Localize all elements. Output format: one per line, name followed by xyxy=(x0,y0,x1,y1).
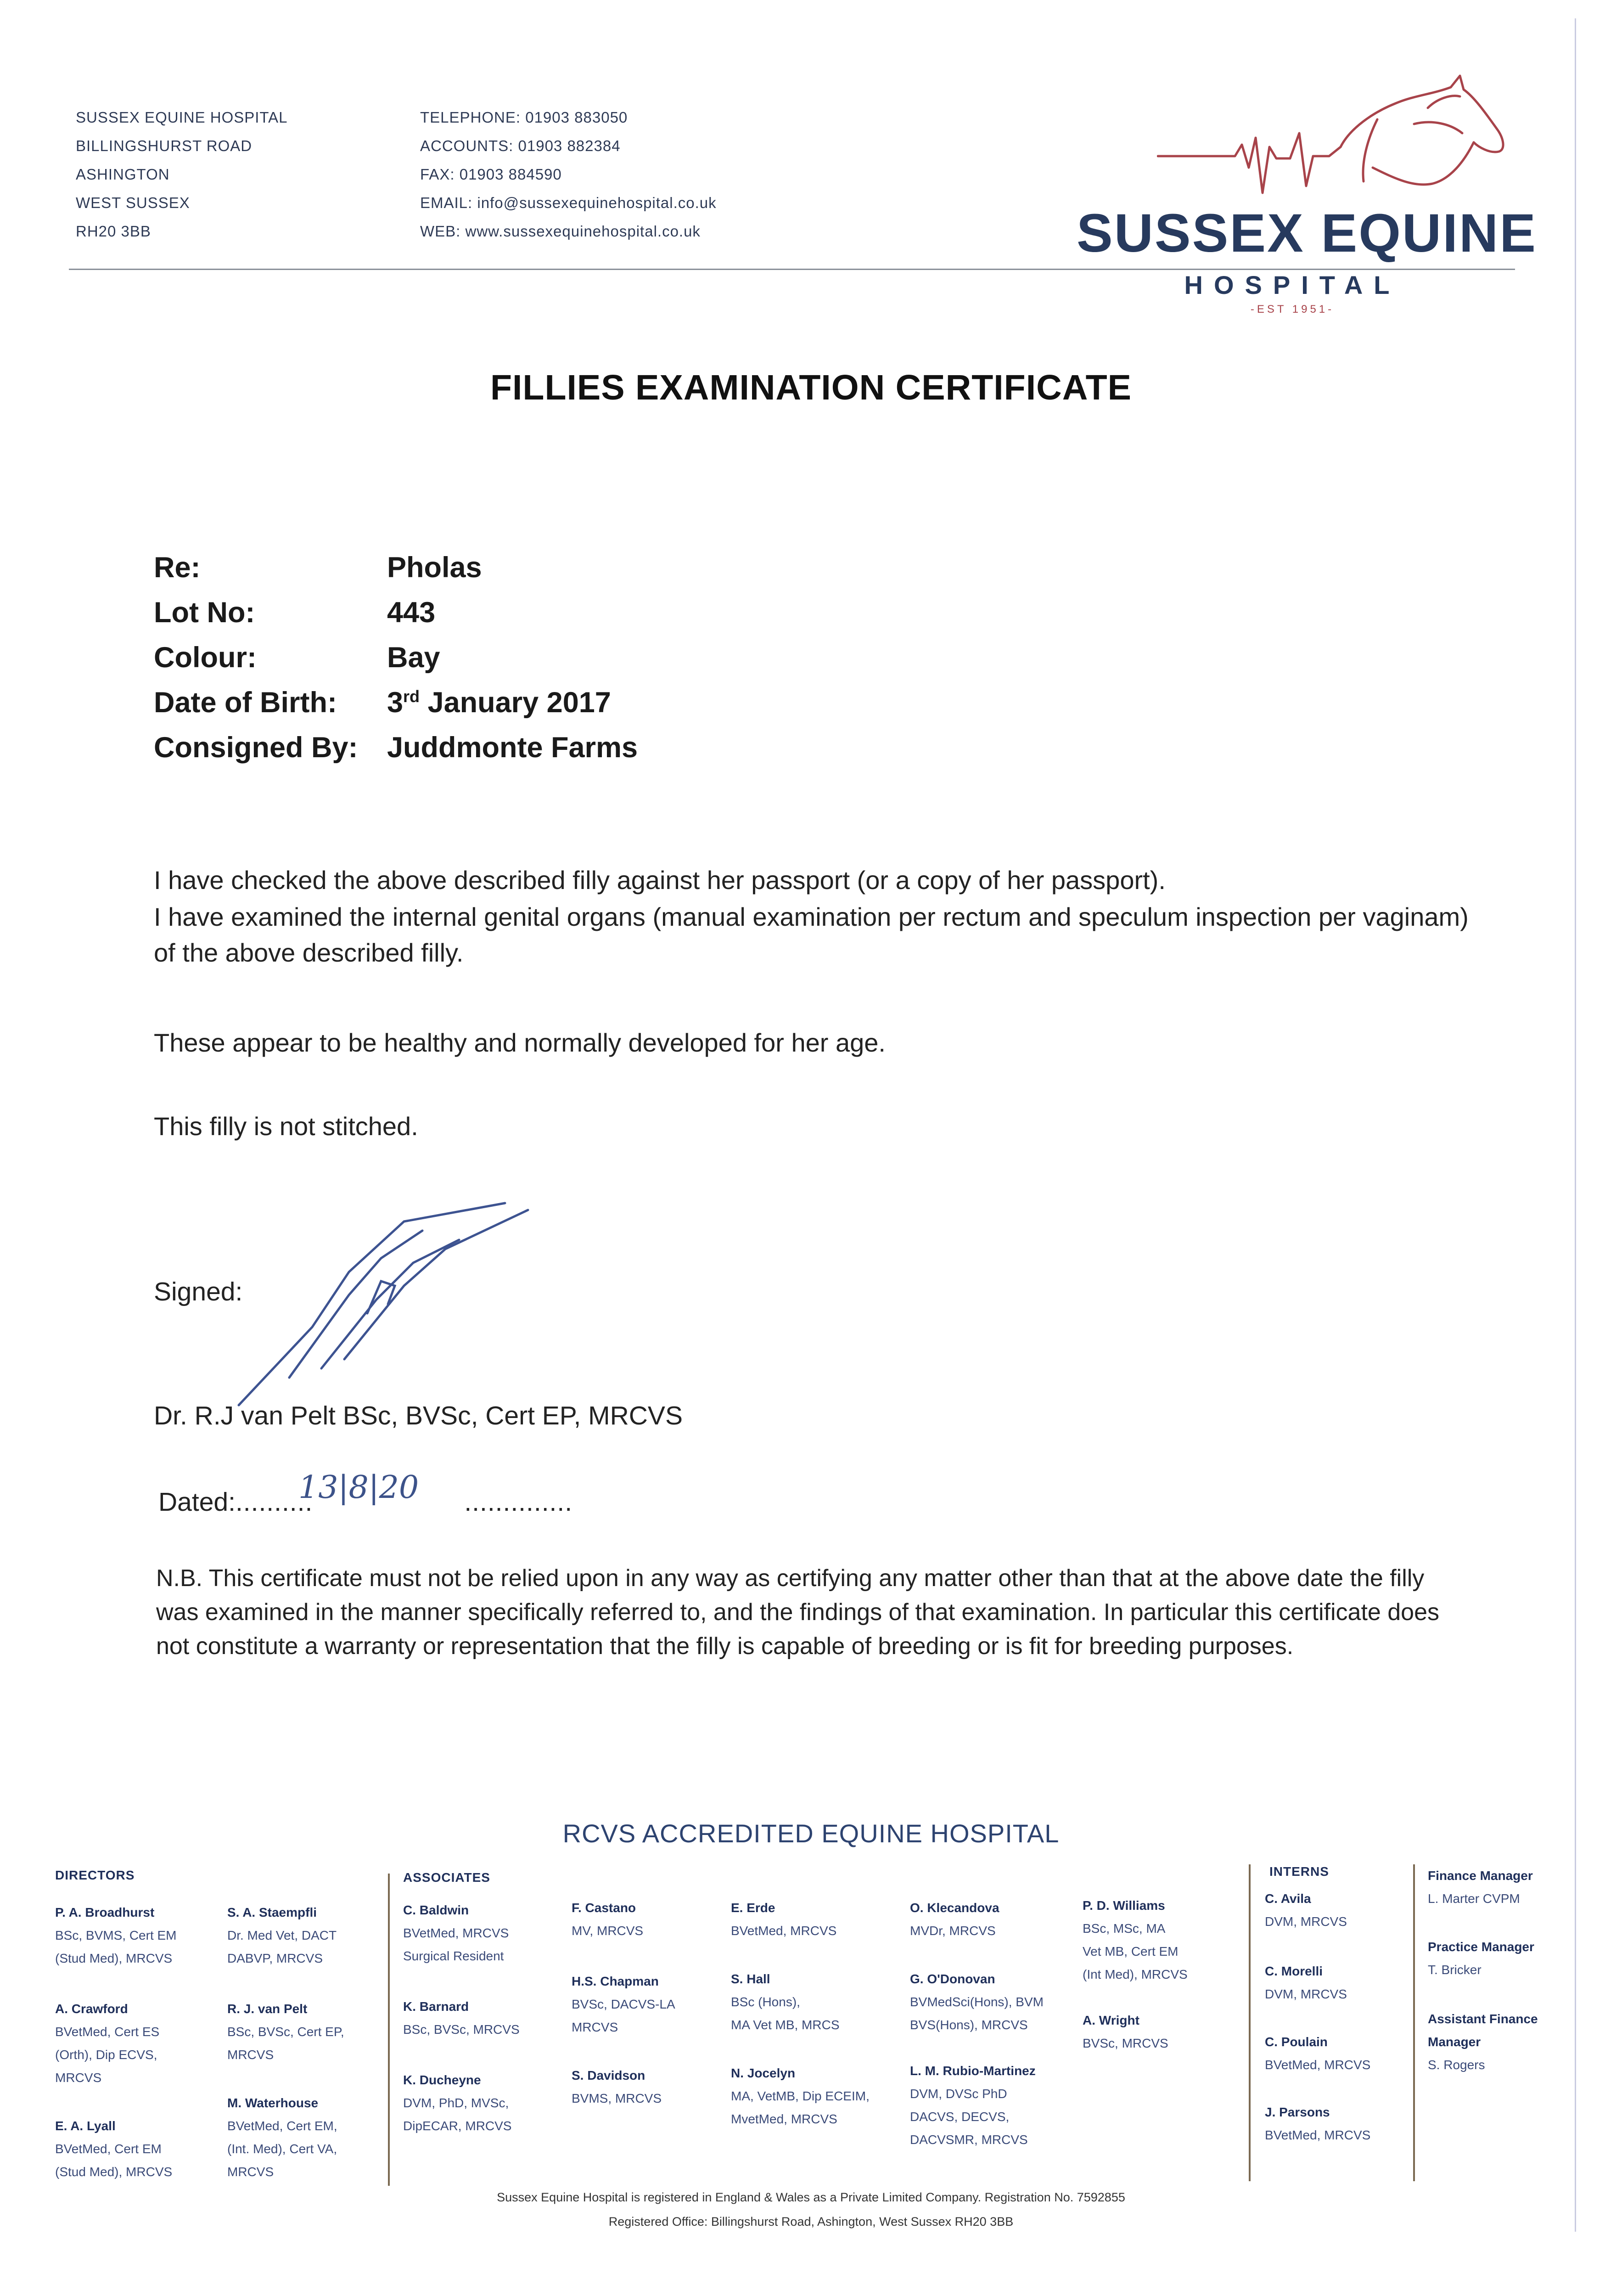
contact-web: WEB: www.sussexequinehospital.co.uk xyxy=(420,223,701,240)
interns-heading: INTERNS xyxy=(1269,1864,1329,1879)
staff-quals: MvetMed, MRCVS xyxy=(731,2112,837,2126)
staff-quals: DVM, MRCVS xyxy=(1265,1987,1347,2001)
signatory-name: Dr. R.J van Pelt BSc, BVSc, Cert EP, MRCVS xyxy=(154,1401,683,1430)
staff-name: C. Morelli xyxy=(1265,1964,1323,1978)
staff-name: N. Jocelyn xyxy=(731,2066,796,2080)
associate-entry xyxy=(731,1896,836,1942)
manager-title: Finance Manager xyxy=(1428,1868,1533,1883)
director-entry xyxy=(227,1998,344,2066)
address-line: ASHINGTON xyxy=(76,166,170,183)
manager-name: L. Marter CVPM xyxy=(1428,1891,1520,1906)
staff-name: K. Ducheyne xyxy=(403,2073,481,2087)
staff-quals: DipECAR, MRCVS xyxy=(403,2119,512,2133)
associates-heading: ASSOCIATES xyxy=(403,1870,490,1885)
associate-entry xyxy=(403,1995,520,2041)
dated-dots-before: .......... xyxy=(235,1487,313,1517)
registered-office: Registered Office: Billingshurst Road, Ashington, West Sussex RH20 3BB xyxy=(608,2215,1014,2228)
staff-quals: BVetMed, Cert EM xyxy=(55,2142,162,2156)
staff-quals: BVMedSci(Hons), BVM xyxy=(910,1995,1044,2009)
staff-quals: Surgical Resident xyxy=(403,1949,504,1963)
staff-quals: MRCVS xyxy=(227,2165,274,2179)
dated-label: Dated: xyxy=(158,1487,236,1517)
staff-quals: BSc (Hons), xyxy=(731,1995,800,2009)
staff-quals: MRCVS xyxy=(227,2048,274,2062)
staff-quals: MA, VetMB, Dip ECEIM, xyxy=(731,2089,870,2103)
logo-established: -EST 1951- xyxy=(1250,303,1335,315)
staff-quals: MA Vet MB, MRCS xyxy=(731,2018,840,2032)
staff-name: J. Parsons xyxy=(1265,2105,1330,2119)
associate-entry xyxy=(731,2062,870,2131)
field-label-lot: Lot No: xyxy=(154,597,255,629)
manager-entry xyxy=(1428,1864,1533,1910)
logo-subtitle: HOSPITAL xyxy=(1184,270,1401,299)
manager-title: Assistant Finance Manager xyxy=(1428,2012,1538,2049)
staff-quals: Vet MB, Cert EM xyxy=(1083,1944,1179,1958)
field-value-dob xyxy=(387,686,611,719)
staff-quals: MRCVS xyxy=(572,2020,618,2034)
staff-quals: (Orth), Dip ECVS, xyxy=(55,2048,157,2062)
staff-name: C. Avila xyxy=(1265,1891,1311,1906)
dob-suffix: rd xyxy=(403,687,420,706)
director-entry xyxy=(55,1998,159,2089)
staff-quals: DVM, MRCVS xyxy=(1265,1914,1347,1929)
staff-quals: (Stud Med), MRCVS xyxy=(55,1951,173,1965)
dob-day: 3 xyxy=(387,687,404,719)
staff-quals: BSc, BVSc, Cert EP, xyxy=(227,2025,344,2039)
handwritten-signature-icon xyxy=(230,1194,560,1414)
findings-text: These appear to be healthy and normally developed for her age. xyxy=(154,1028,886,1057)
certificate-title: FILLIES EXAMINATION CERTIFICATE xyxy=(490,368,1132,407)
staff-quals: BVSc, MRCVS xyxy=(1083,2036,1168,2050)
staff-quals: (Int Med), MRCVS xyxy=(1083,1967,1188,1981)
staff-quals: DACVS, DECVS, xyxy=(910,2110,1010,2124)
staff-name: G. O'Donovan xyxy=(910,1972,995,1986)
manager-title: Practice Manager xyxy=(1428,1940,1534,1954)
logo-wordmark: SUSSEX EQUINE xyxy=(1077,203,1537,264)
staff-quals: BVetMed, MRCVS xyxy=(1265,2058,1371,2072)
handwritten-date: 13|8|20 xyxy=(298,1469,419,1506)
staff-quals: (Stud Med), MRCVS xyxy=(55,2165,173,2179)
contact-accounts: ACCOUNTS: 01903 882384 xyxy=(420,137,621,154)
staff-quals: BSc, BVSc, MRCVS xyxy=(403,2022,520,2037)
field-label-consigned: Consigned By: xyxy=(154,732,358,764)
associate-entry xyxy=(731,1968,840,2037)
associate-entry xyxy=(910,1896,999,1942)
directors-heading: DIRECTORS xyxy=(55,1868,135,1882)
intern-entry xyxy=(1265,2101,1370,2147)
staff-name: P. D. Williams xyxy=(1083,1898,1165,1913)
field-label-colour: Colour: xyxy=(154,642,257,674)
staff-quals: BVMS, MRCVS xyxy=(572,2091,662,2105)
staff-quals: BVetMed, MRCVS xyxy=(403,1926,509,1940)
signed-label: Signed: xyxy=(154,1277,243,1306)
associate-entry xyxy=(1083,2009,1168,2055)
staff-quals: MV, MRCVS xyxy=(572,1924,644,1938)
field-value-lot: 443 xyxy=(387,597,436,629)
staff-name: E. A. Lyall xyxy=(55,2119,116,2133)
staff-quals: BVetMed, Cert EM, xyxy=(227,2119,337,2133)
staff-name: F. Castano xyxy=(572,1901,636,1915)
dated-dots-after: .............. xyxy=(464,1487,573,1517)
staff-quals: BSc, MSc, MA xyxy=(1083,1921,1166,1936)
manager-name: T. Bricker xyxy=(1428,1963,1482,1977)
field-value-colour: Bay xyxy=(387,642,440,674)
field-label-re: Re: xyxy=(154,551,201,584)
staff-quals: MRCVS xyxy=(55,2071,102,2085)
field-label-dob: Date of Birth: xyxy=(154,687,337,719)
staff-quals: BVetMed, MRCVS xyxy=(731,1924,837,1938)
director-entry xyxy=(227,2092,337,2183)
staff-name: C. Poulain xyxy=(1265,2035,1328,2049)
staff-quals: DACVSMR, MRCVS xyxy=(910,2133,1028,2147)
dob-rest: January 2017 xyxy=(420,687,611,719)
staff-quals: BVSc, DACVS-LA xyxy=(572,1997,675,2011)
disclaimer-text: N.B. This certificate must not be relied upon in any way as certifying any matter other than that at the above date the filly was examined in the manner specifically referred to, and the findings of that examination. In particular this certificate does not constitute a warranty or representation that the filly is capable of breeding or is fit for breeding purposes. xyxy=(156,1565,1440,1660)
column-divider xyxy=(1249,1864,1251,2181)
column-divider xyxy=(1413,1864,1415,2181)
passport-check-text: I have checked the above described filly against her passport (or a copy of her passport). xyxy=(154,866,1166,895)
hospital-address xyxy=(76,103,288,246)
staff-name: R. J. van Pelt xyxy=(227,2002,308,2016)
staff-name: S. A. Staempfli xyxy=(227,1905,317,1919)
director-entry xyxy=(227,1901,337,1970)
intern-entry xyxy=(1265,1887,1347,1933)
staff-quals: (Int. Med), Cert VA, xyxy=(227,2142,337,2156)
associate-entry xyxy=(910,2060,1036,2151)
manager-entry xyxy=(1428,1936,1534,1981)
manager-entry xyxy=(1428,2008,1566,2077)
staff-name: L. M. Rubio-Martinez xyxy=(910,2064,1036,2078)
column-divider xyxy=(388,1874,390,2186)
staff-name: A. Wright xyxy=(1083,2013,1139,2027)
staff-quals: DABVP, MRCVS xyxy=(227,1951,323,1965)
associate-entry xyxy=(403,2069,511,2138)
page-edge-line xyxy=(1575,18,1576,2232)
associate-entry xyxy=(910,1968,1044,2037)
manager-name: S. Rogers xyxy=(1428,2058,1485,2072)
staff-quals: MVDr, MRCVS xyxy=(910,1924,996,1938)
address-line: RH20 3BB xyxy=(76,223,151,240)
address-line: SUSSEX EQUINE HOSPITAL xyxy=(76,109,288,126)
staff-name: P. A. Broadhurst xyxy=(55,1905,155,1919)
field-value-re: Pholas xyxy=(387,551,482,584)
address-line: WEST SUSSEX xyxy=(76,194,190,211)
associate-entry xyxy=(572,1970,675,2039)
staff-quals: BVetMed, Cert ES xyxy=(55,2025,160,2039)
director-entry xyxy=(55,1901,177,1970)
director-entry xyxy=(55,2115,172,2183)
field-value-consigned: Juddmonte Farms xyxy=(387,732,638,764)
associate-entry xyxy=(572,1896,643,1942)
staff-quals: Dr. Med Vet, DACT xyxy=(227,1928,337,1942)
hospital-contact xyxy=(420,103,717,246)
accreditation-heading: RCVS ACCREDITED EQUINE HOSPITAL xyxy=(562,1819,1060,1848)
staff-quals: BVS(Hons), MRCVS xyxy=(910,2018,1028,2032)
staff-name: O. Klecandova xyxy=(910,1901,999,1915)
contact-telephone: TELEPHONE: 01903 883050 xyxy=(420,109,628,126)
staff-quals: BVetMed, MRCVS xyxy=(1265,2128,1371,2142)
staff-name: H.S. Chapman xyxy=(572,1974,659,1988)
contact-email: EMAIL: info@sussexequinehospital.co.uk xyxy=(420,194,717,211)
staff-name: C. Baldwin xyxy=(403,1903,469,1917)
intern-entry xyxy=(1265,1960,1347,2006)
associate-entry xyxy=(1083,1894,1188,1986)
staff-name: K. Barnard xyxy=(403,1999,469,2014)
contact-fax: FAX: 01903 884590 xyxy=(420,166,562,183)
staff-name: E. Erde xyxy=(731,1901,775,1915)
registration-line: Sussex Equine Hospital is registered in England & Wales as a Private Limited Company. Registration No. 7592855 xyxy=(497,2190,1125,2204)
staff-quals: DVM, PhD, MVSc, xyxy=(403,2096,509,2110)
intern-entry xyxy=(1265,2031,1370,2077)
address-line: BILLINGSHURST ROAD xyxy=(76,137,253,154)
staff-name: S. Hall xyxy=(731,1972,770,1986)
staff-name: S. Davidson xyxy=(572,2068,645,2082)
associate-entry xyxy=(572,2064,662,2110)
stitched-text: This filly is not stitched. xyxy=(154,1112,418,1141)
staff-quals: BSc, BVMS, Cert EM xyxy=(55,1928,177,1942)
associate-entry xyxy=(403,1899,509,1968)
staff-name: A. Crawford xyxy=(55,2002,128,2016)
internal-exam-text: I have examined the internal genital organs (manual examination per rectum and speculum inspection per vaginam) of the above described filly. xyxy=(154,902,1469,967)
staff-quals: DVM, DVSc PhD xyxy=(910,2087,1007,2101)
staff-name: M. Waterhouse xyxy=(227,2096,319,2110)
header-divider xyxy=(69,269,1515,270)
